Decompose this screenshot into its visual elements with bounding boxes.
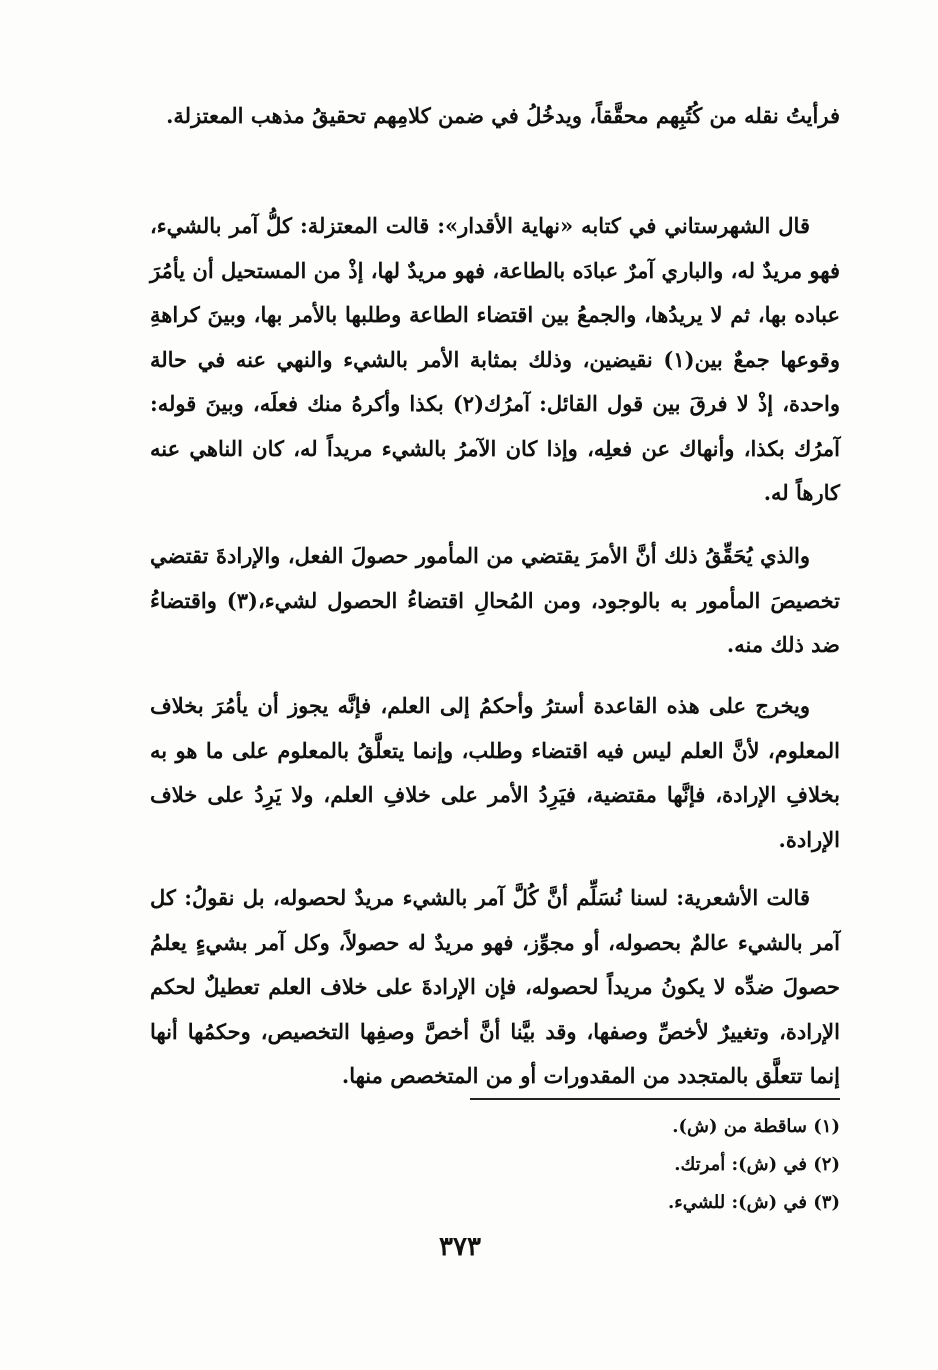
paragraph-1: فرأيتُ نقله من كُتُبِهم محقَّقاً، ويدخُلُ في ضمن كلامِهم تحقيقُ مذهب المعتزلة. [166,103,840,128]
paragraph-2: قال الشهرستاني في كتابه «نهاية الأقدار»: قالت المعتزلة: كلُّ آمر بالشيء، فهو مريدٌ له، والباري آمرٌ عبادَه بالطاعة، فهو مريدٌ لها، إذْ من المستحيل أن يأمُرَ عباده بها، ثم لا يريدُها، والجمعُ بين اقتضاء الطاعة وطلبها بالأمر بها، وبينَ كراهةِ وقوعها جمعٌ بين(١) نقيضين، وذلك بمثابة الأمر بالشيء والنهي عنه في حالة واحدة، إذْ لا فرقَ بين قول القائل: آمرُك(٢) بكذا وأكرهُ منك فعلَه، وبينَ قوله: آمرُك بكذا، وأنهاك عن فعلِه، وإذا كان الآمرُ بالشيء مريداً له، كان الناهي عنه كارهاً له. [150,213,840,505]
paragraph-4: ويخرج على هذه القاعدة أسترُ وأحكمُ إلى العلم، فإنَّه يجوز أن يأمُرَ بخلاف المعلوم، لأنَّ العلم ليس فيه اقتضاء وطلب، وإنما يتعلَّقُ بالمعلوم على ما هو به بخلافِ الإرادة، فإنَّها مقتضية، فيَرِدُ الأمر على خلافِ العلم، ولا يَرِدُ على خلاف الإرادة. [150,693,840,852]
footnote-2: (٢) في (ش): أمرتك. [674,1154,840,1175]
page-number: ٣٧٣ [439,1232,481,1262]
footnote-1: (١) ساقطة من (ش). [672,1116,840,1137]
footnotes [460,1108,840,1222]
paragraph-3: والذي يُحَقِّقُ ذلك أنَّ الأمرَ يقتضي من المأمور حصولَ الفعل، والإرادةَ تقتضي تخصيصَ المأمور به بالوجود، ومن المُحالِ اقتضاءُ الحصول لشيء،(٣) واقتضاءُ ضد ذلك منه. [150,543,840,657]
paragraph-5: قالت الأشعرية: لسنا نُسَلِّم أنَّ كُلَّ آمر بالشيء مريدٌ لحصوله، بل نقولُ: كل آمر بالشيء عالمٌ بحصوله، أو مجوِّز، فهو مريدٌ له حصولاً، وكل آمر بشيءٍ يعلمُ حصولَ ضدِّه لا يكونُ مريداً لحصوله، فإن الإرادةَ على خلاف العلم تعطيلٌ لحكم الإرادة، وتغييرٌ لأخصِّ وصفها، وقد بيَّنا أنَّ أخصَّ وصفِها التخصيص، وحكمُها أنها إنما تتعلَّق بالمتجدد من المقدورات أو من المتخصص منها. [150,885,840,1088]
footnote-divider [470,1098,840,1100]
footnote-3: (٣) في (ش): للشيء. [667,1192,840,1213]
